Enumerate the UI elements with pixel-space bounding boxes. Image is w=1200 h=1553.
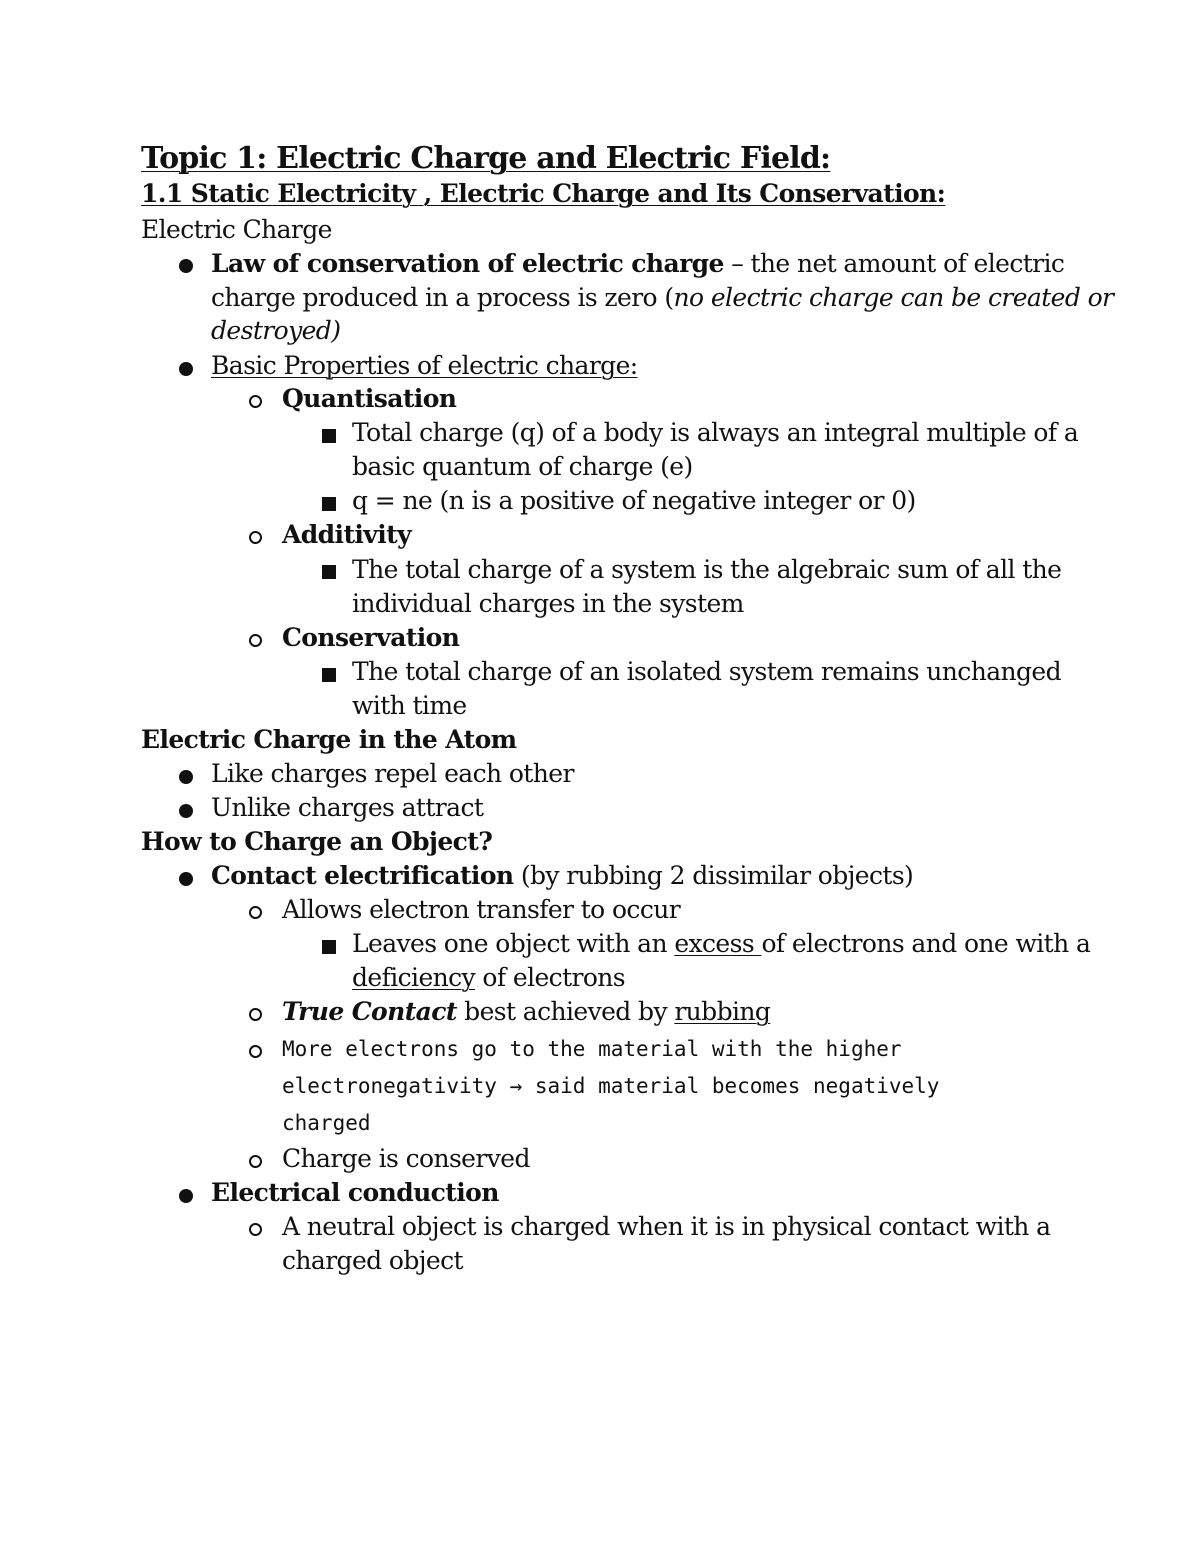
contact-electrification <box>211 859 913 893</box>
deficiency-word: deficiency <box>352 963 476 992</box>
bullet-disc-icon <box>179 362 193 376</box>
conservation-point-1a: The total charge of an isolated system remains unchanged <box>352 657 1062 686</box>
true-contact-line <box>282 995 770 1029</box>
leaves-text-2: of electrons and one with a <box>761 929 1091 958</box>
quantisation-label: Quantisation <box>282 384 457 413</box>
excess-word: excess <box>674 929 762 958</box>
bullet-circle-icon <box>249 1045 262 1058</box>
law-line-2 <box>211 281 1113 315</box>
true-contact-term: True Contact <box>282 997 457 1026</box>
additivity-label: Additivity <box>282 520 411 549</box>
bullet-square-icon <box>322 668 336 682</box>
conservation-label: Conservation <box>282 623 460 652</box>
true-contact-mid: best achieved by <box>456 997 675 1026</box>
leaves-line-1 <box>352 927 1090 961</box>
charge-conserved: Charge is conserved <box>282 1144 530 1173</box>
law-line-2-text: charge produced in a process is zero ( <box>211 283 674 312</box>
bullet-disc-icon <box>179 1189 193 1203</box>
bullet-square-icon <box>322 565 336 579</box>
law-definition: – the net amount of electric <box>723 249 1065 278</box>
page-title: Topic 1: Electric Charge and Electric Field: <box>141 141 831 176</box>
additivity-point-1b: individual charges in the system <box>352 589 744 618</box>
neutral-object-line-1: A neutral object is charged when it is in physical contact with a <box>282 1212 1051 1241</box>
more-electrons-line-1: More electrons go to the material with the higher <box>282 1037 902 1061</box>
law-line-1 <box>211 247 1064 281</box>
conservation-point-1b: with time <box>352 691 467 720</box>
electron-transfer: Allows electron transfer to occur <box>282 895 681 924</box>
bullet-square-icon <box>322 940 336 954</box>
bullet-square-icon <box>322 497 336 511</box>
law-term: Law of conservation of electric charge <box>211 249 724 278</box>
bullet-circle-icon <box>249 906 262 919</box>
bullet-circle-icon <box>249 1155 262 1168</box>
additivity-point-1a: The total charge of a system is the algebraic sum of all the <box>352 555 1062 584</box>
more-electrons-line-3: charged <box>282 1111 371 1135</box>
law-line-3: destroyed) <box>211 316 341 345</box>
bullet-circle-icon <box>249 531 262 544</box>
electric-charge-heading: Electric Charge <box>141 215 332 244</box>
atom-heading: Electric Charge in the Atom <box>141 725 517 754</box>
bullet-circle-icon <box>249 1223 262 1236</box>
bullet-disc-icon <box>179 872 193 886</box>
quantisation-point-1a: Total charge (q) of a body is always an integral multiple of a <box>352 418 1079 447</box>
quantisation-point-1b: basic quantum of charge (e) <box>352 452 693 481</box>
electrical-conduction: Electrical conduction <box>211 1178 499 1207</box>
law-line-2-italic: no electric charge can be created or <box>673 283 1114 312</box>
bullet-circle-icon <box>249 1008 262 1021</box>
leaves-text-1: Leaves one object with an <box>352 929 675 958</box>
bullet-disc-icon <box>179 770 193 784</box>
more-electrons-line-2: electronegativity → said material becomes negatively <box>282 1074 940 1098</box>
section-heading: 1.1 Static Electricity , Electric Charge and Its Conservation: <box>141 179 946 208</box>
leaves-text-3: of electrons <box>475 963 626 992</box>
quantisation-point-2: q = ne (n is a positive of negative integer or 0) <box>352 486 916 515</box>
bullet-circle-icon <box>249 634 262 647</box>
leaves-line-2 <box>352 961 625 995</box>
contact-term: Contact electrification <box>211 861 514 890</box>
bullet-disc-icon <box>179 804 193 818</box>
contact-rest: (by rubbing 2 dissimilar objects) <box>513 861 914 890</box>
atom-item-2: Unlike charges attract <box>211 793 484 822</box>
bullet-disc-icon <box>179 259 193 273</box>
neutral-object-line-2: charged object <box>282 1246 463 1275</box>
properties-heading: Basic Properties of electric charge: <box>211 351 638 380</box>
how-to-heading: How to Charge an Object? <box>141 827 493 856</box>
rubbing-word: rubbing <box>674 997 771 1026</box>
bullet-circle-icon <box>249 395 262 408</box>
atom-item-1: Like charges repel each other <box>211 759 574 788</box>
bullet-square-icon <box>322 429 336 443</box>
